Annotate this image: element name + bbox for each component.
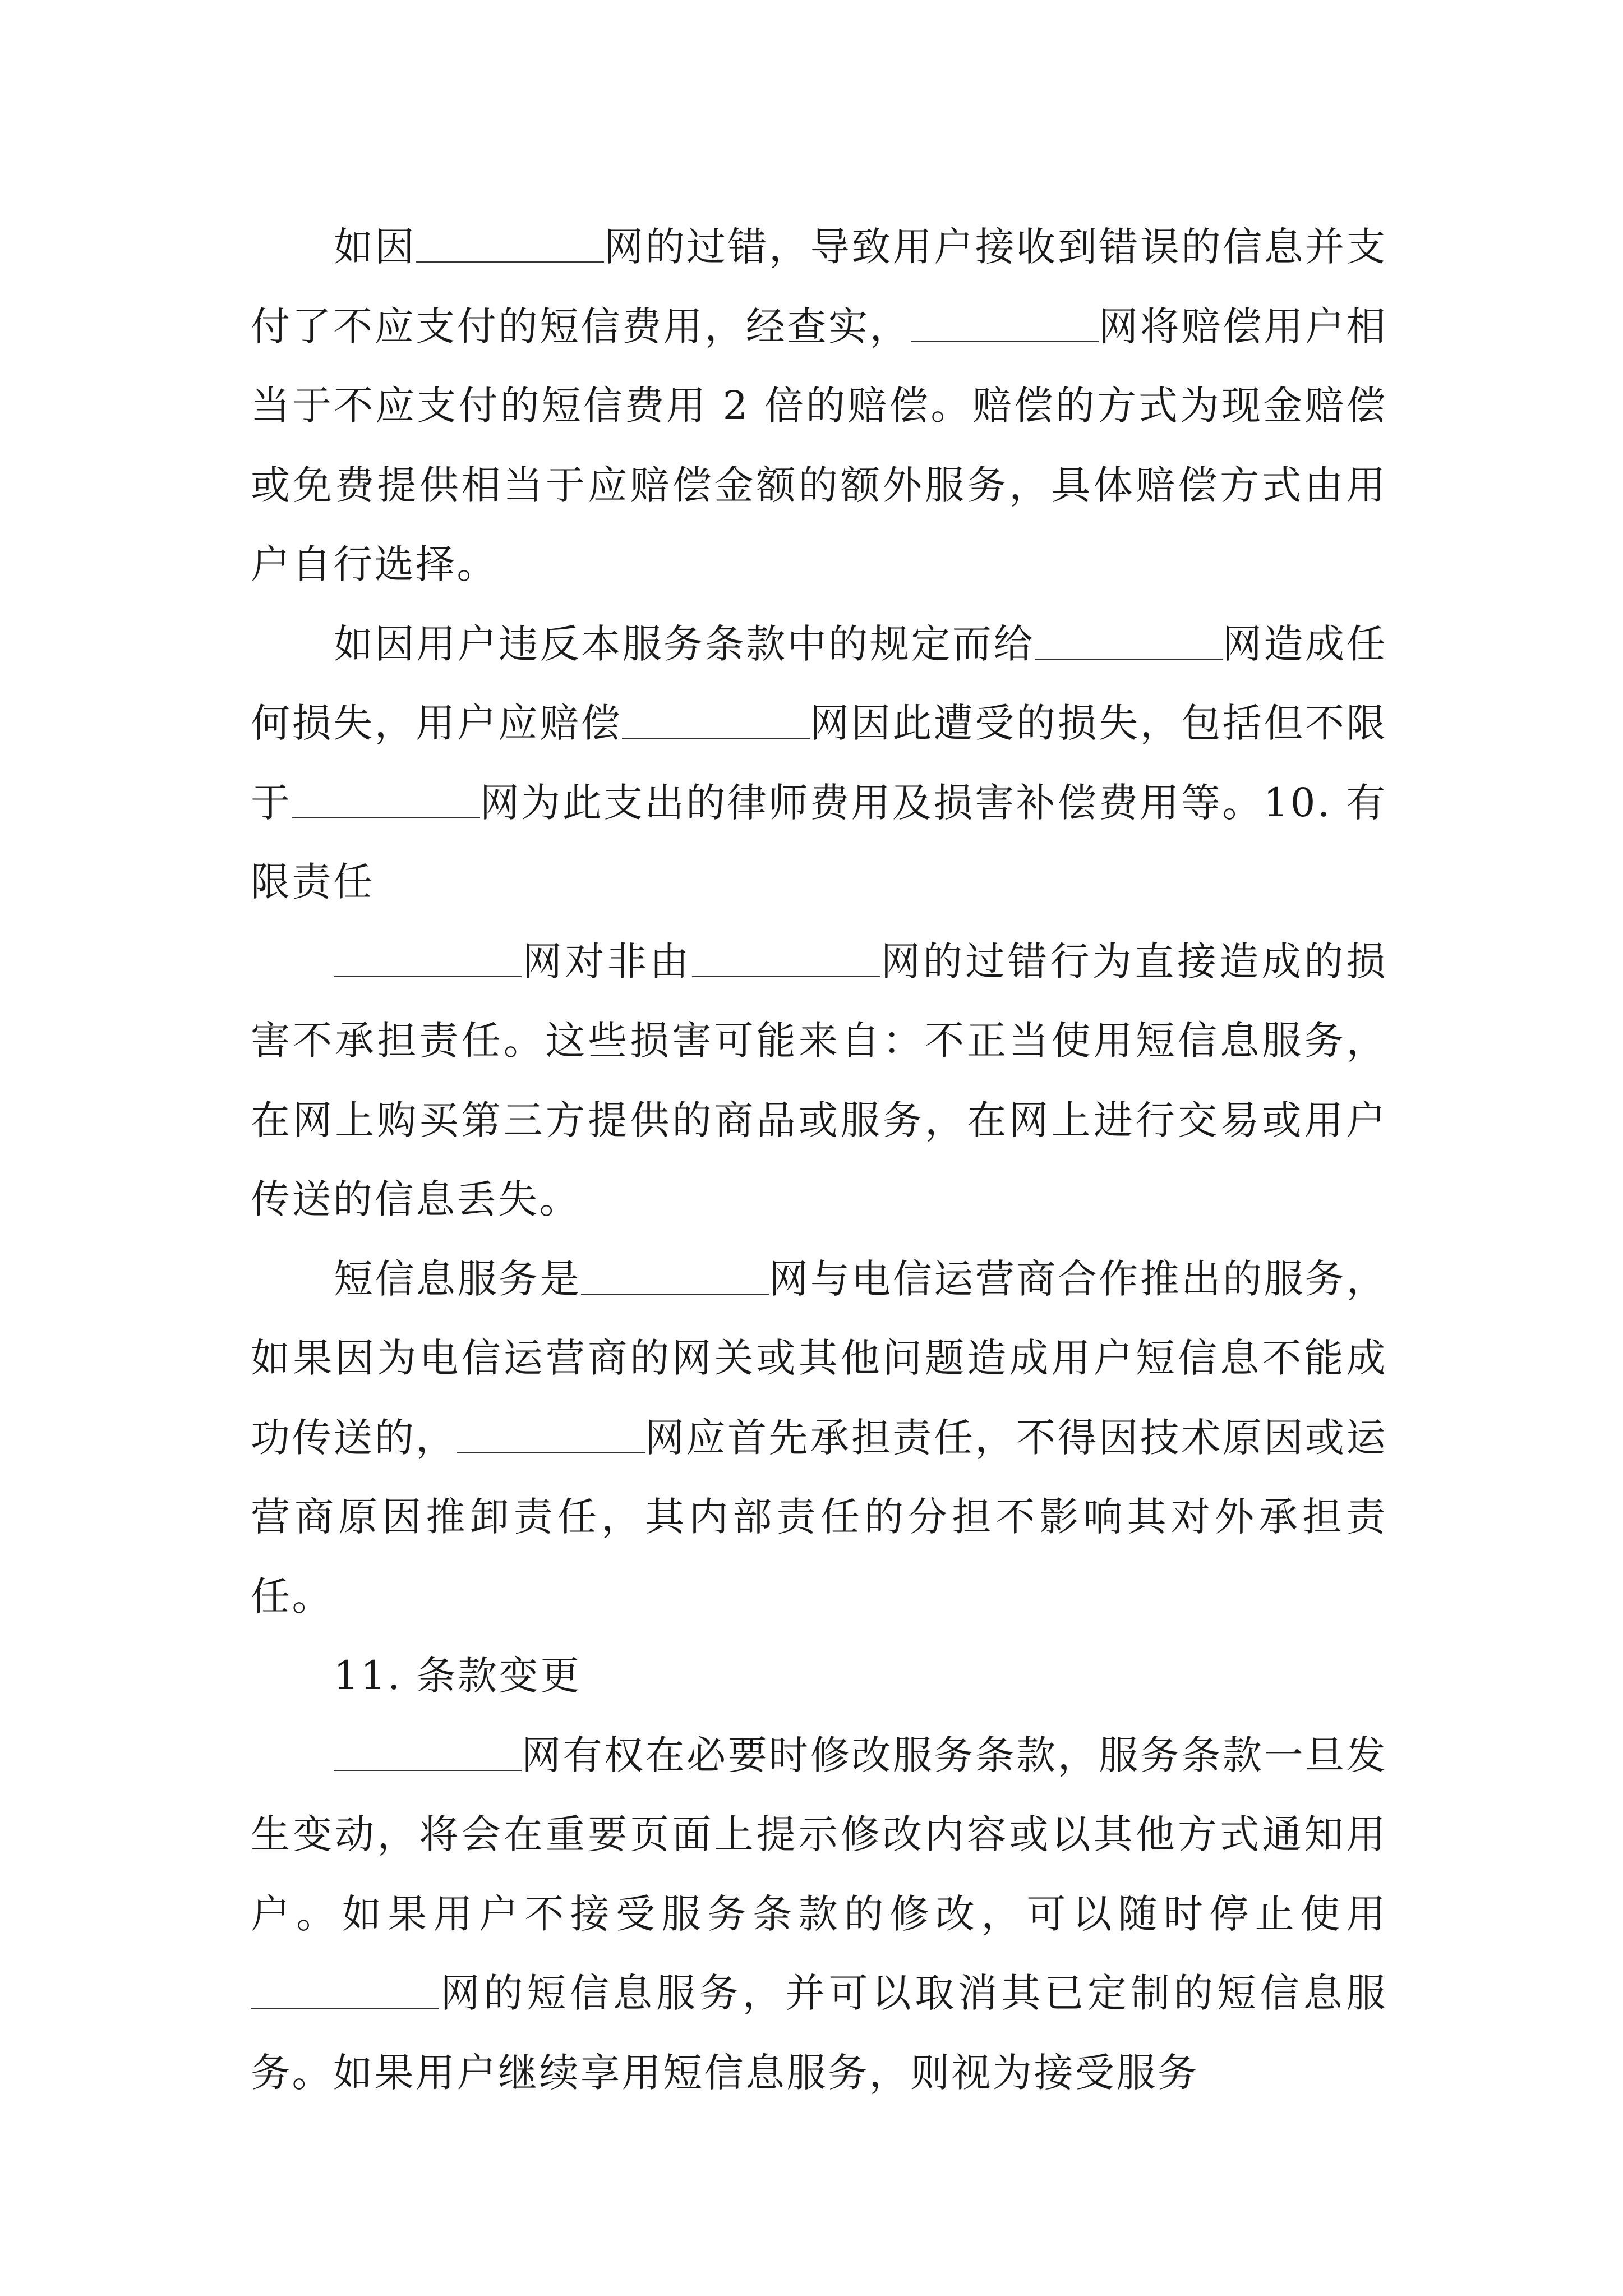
paragraph-text: 短信息服务是 <box>334 1255 582 1302</box>
paragraph-text: 11. 条款变更 <box>334 1653 582 1699</box>
paragraph <box>251 605 1387 922</box>
paragraph-text: 网造成任何损失，用户应赔偿 <box>251 620 1388 746</box>
paragraph <box>251 1240 1387 1637</box>
paragraph-text: 如因用户违反本服务条款中的规定而给 <box>334 620 1035 667</box>
paragraph-text: 网为此支出的律师费用及损害补偿费用等。10. 有限责任 <box>251 779 1387 905</box>
fill-in-blank <box>1035 619 1223 660</box>
paragraph-text: 网的过错，导致用户接收到错误的信息并支付了不应支付的短信费用，经查实， <box>251 224 1388 349</box>
fill-in-blank <box>292 778 480 818</box>
paragraph <box>251 922 1387 1240</box>
fill-in-blank <box>457 1413 645 1453</box>
fill-in-blank <box>622 698 810 739</box>
paragraph-text: 网应首先承担责任，不得因技术原因或运营商原因推卸责任，其内部责任的分担不影响其对外承担责任。 <box>251 1414 1388 1619</box>
paragraph-text: 网的过错行为直接造成的损害不承担责任。这些损害可能来自：不正当使用短信息服务，在网上购买第三方提供的商品或服务，在网上进行交易或用户传送的信息丢失。 <box>251 938 1388 1222</box>
fill-in-blank <box>581 1254 769 1295</box>
paragraph <box>251 1636 1387 1716</box>
paragraph-text: 网有权在必要时修改服务条款，服务条款一旦发生变动，将会在重要页面上提示修改内容或以其他方式通知用户。如果用户不接受服务条款的修改，可以随时停止使用 <box>251 1732 1387 1937</box>
fill-in-blank <box>416 222 604 263</box>
paragraph-text: 网与电信运营商合作推出的服务，如果因为电信运营商的网关或其他问题造成用户短信息不能成功传送的， <box>251 1255 1388 1461</box>
fill-in-blank <box>911 302 1099 342</box>
paragraph-text: 如因 <box>334 224 417 270</box>
fill-in-blank <box>692 937 880 977</box>
paragraph-text: 网对非由 <box>522 938 692 984</box>
fill-in-blank <box>251 1968 439 2009</box>
paragraph <box>251 1716 1387 2113</box>
fill-in-blank <box>334 1731 522 1771</box>
paragraph-text: 网将赔偿用户相当于不应支付的短信费用 2 倍的赔偿。赔偿的方式为现金赔偿或免费提供相当于应赔偿金额的额外服务，具体赔偿方式由用户自行选择。 <box>251 303 1388 587</box>
document-body <box>251 208 1387 2113</box>
paragraph <box>251 208 1387 605</box>
paragraph-text: 网的短信息服务，并可以取消其已定制的短信息服务。如果用户继续享用短信息服务，则视为接受服务 <box>251 1970 1387 2096</box>
fill-in-blank <box>334 937 522 977</box>
paragraph-text: 网因此遭受的损失，包括但不限于 <box>251 700 1388 826</box>
